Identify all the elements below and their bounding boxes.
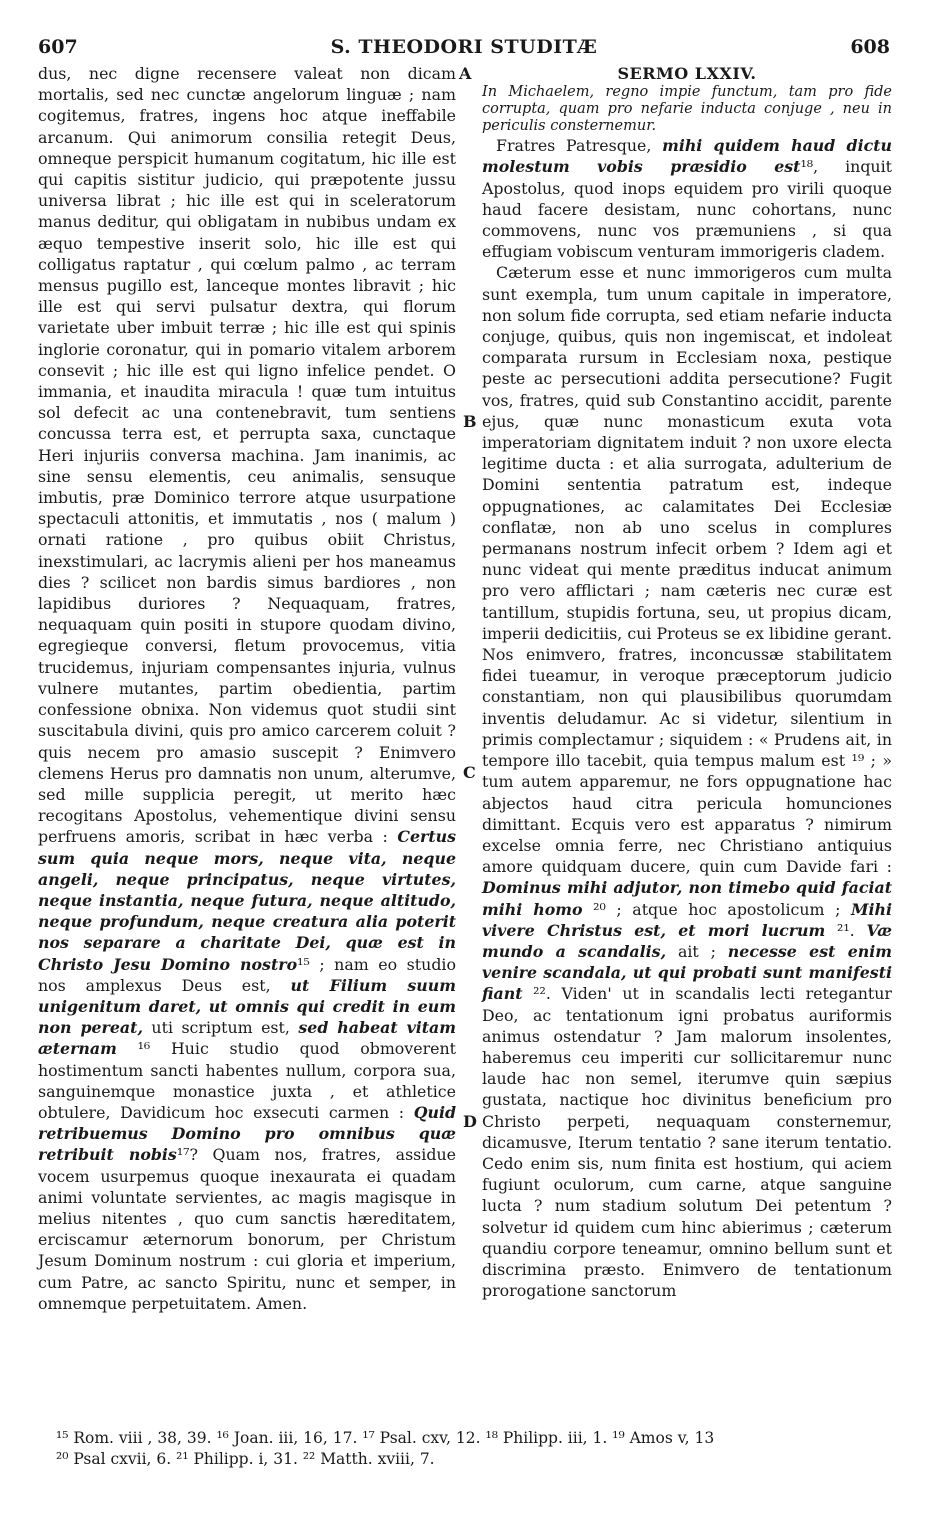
page-number-right: 608 (850, 36, 890, 58)
quote-psalm-117: Dominus mihi adjutor, non timebo quid faciat mihi homo (482, 878, 892, 919)
footnote-ref-21: ²¹. (837, 920, 855, 940)
left-text-4: Huic studio quod obmoverent hostimentum sancti habentes nullum, corpora sua, sanguinemque monastice juxta , et athletice obtulere, Davidicum hoc exsecuti carmen : (38, 1039, 457, 1122)
p1-text-c: ¹⁸, inquit Apostolus, quod inops equidem pro virili quoque haud facere desistam, nunc cohortans, nunc commovens, nunc vos præmuniens , si qua effugiam vobiscum venturam immorigeris cladem. (482, 157, 893, 262)
footnote-line-2: ²⁰ Psal cxvii, 6. ²¹ Philipp. i, 31. ²² Matth. xviii, 7. (56, 1450, 435, 1468)
quote-romans: Certus sum quia neque mors, neque vita, neque angeli, neque principatus, neque virtutes, neque instantia, neque futura, neque altitudo, neque profundum, neque creatura alia poterit nos separare a charitate Dei, quæ est in Christo Jesu Domino nostro (38, 827, 456, 974)
footnote-ref-16: ¹⁶ (137, 1039, 151, 1059)
left-text-3: uti scriptum est, (151, 1018, 290, 1038)
page-number-left: 607 (38, 36, 78, 58)
left-column (38, 63, 456, 1314)
left-text-2: ¹⁵ ; nam eo studio nos amplexus Deus est, (38, 954, 456, 995)
left-text-5: ¹⁷? Quam nos, fratres, assidue vocem usurpemus quoque inexaurata ei quadam animi voluntate servientes, ac magis magisque in melius nitentes , quo cum sanctis hæreditatem, erciscamur æternorum bonorum, per Christum Jesum Dominum nostrum : cui gloria et imperium, cum Patre, ac sancto Spiritu, nunc et semper, in omnemque perpetuitatem. Amen. (38, 1145, 456, 1313)
left-paragraph (38, 63, 456, 1314)
right-column (482, 63, 892, 1301)
margin-letter-a: A (459, 64, 472, 83)
margin-letter-d: D (463, 1112, 477, 1131)
quote-john-2: sed habeat vitam æternam (38, 1018, 457, 1059)
footnotes (56, 1428, 896, 1470)
right-paragraph-1 (482, 135, 892, 262)
quote-psalm: Quid retribuemus Domino pro omnibus quæ retribuit nobis (38, 1102, 456, 1165)
p2-text-a: Cæterum esse et nunc immorigeros cum multa sunt exempla, tum unum capitale in imperatore, non solum fide corrupta, sed etiam nefarie inducta conjuge, quibus, quis non ingemiscat, et indoleat comparata rursum in Ecclesiam noxa, pestique peste ac persecutioni addita persecutione? Fugit vos, fratres, quid sub Constantino accidit, parente ejus, quæ nunc monasticum exuta vota imperatoriam dignitatem induit ? non uxore electa legitime ducta : et alia surrogata, adulterium de Domini sententia patratum est, indeque oppugnationes, ac calamitates Dei Ecclesiæ conflatæ, non ab uno scelus in complures permanans nostrum infecit orbem ? Idem agi et nunc videat qui mente præditus inducat animum pro vero afflictari ; nam cæteris nec curæ est tantillum, stupidis fortuna, seu, ut propius dicam, imperii dedicitiis, cui Proteus se ex libidine gerant. Nos enimvero, fratres, inconcussæ stabilitatem fidei tueamur, in veroque præceptorum judicio constantiam, non qui plausibilibus quorumdam inventis deludamur. Ac si videtur, silentium in primis complectamur ; siquidem : « Prudens ait, in tempore illo tacebit, quia tempus malum est ¹⁹ ; » tum autem apparemur, ne fors oppugnatione hac abjectos haud citra pericula homunciones dimittant. Ecquis vero est apparatus ? nimirum excelse omnia ferre, nec Christiano antiquius amore quidquam ducere, quin cum Davide fari : (482, 263, 892, 877)
footnote-line-1: ¹⁵ Rom. viii , 38, 39. ¹⁶ Joan. iii, 16, 17. ¹⁷ Psal. cxv, 12. ¹⁸ Philipp. iii, 1. ¹⁹ Amos v, 13 (56, 1429, 715, 1447)
p1-text-a: Fratres Patresque, (496, 136, 652, 156)
quote-matthew-2: necesse est enim venire scandala, ut qui probati sunt manifesti fiant (482, 941, 892, 1004)
p2-text-c: ²⁰ ; atque hoc apostolicum ; (593, 899, 841, 919)
quote-philippians: mihi quidem haud dictu molestum vobis præsidio est (482, 136, 892, 177)
sermon-subtitle: In Michaelem, regno impie functum, tam pro fide corrupta, quam pro nefarie inducta conjuge , neu in periculis consternemur. (482, 84, 892, 135)
sermon-title: SERMO LXXIV. (617, 64, 757, 83)
p2-text-g: ait ; (677, 941, 716, 961)
left-text-1: dus, nec digne recensere valeat non dicam mortalis, sed nec cunctæ angelorum linguæ ; nam cogitemus, fratres, ingens hoc atque ineffabile arcanum. Qui animorum consilia retegit Deus, omneque perspicit humanum cogitatum, hic ille est qui capitis sistitur judicio, qui præpotente jussu universa librat ; hic ille est qui in sceleratorum manus deditur, qui obligatam in nubibus undam ex æquo tempestive inserit solo, hic ille est qui colligatus raptatur , qui cœlum palmo , ac terram mensus pugillo est, lanceque montes libravit ; hic ille est qui servi pulsatur dextra, qui florum varietate uber imbuit terræ ; hic ille est qui spinis inglorie coronatur, qui in pomario vitalem arborem consevit ; hic ille est qui ligno infelice pendet. O immania, et inaudita miracula ! quæ tum intuitus sol defecit ac una contenebravit, tum sentiens concussa terra est, et perrupta saxa, cunctaque Heri injuriis conversa machina. Jam inanimis, ac sine sensu elementis, ceu animalis, sensuque imbutis, præ Dominico terrore atque usurpatione spectaculi attonitis, et immutatis , nos ( malum ) ornati ratione , pro quibus obiit Christus, inexstimulari, ac lacrymis alieni per hos maneamus dies ? scilicet non bardis simus bardiores , non lapidibus duriores ? Nequaquam, fratres, nequaquam quin positi in stupore quodam divino, egregieque conversi, fletum provocemus, vitia trucidemus, injuriam compensantes injuria, vulnus vulnere mutantes, partim obedientia, partim confessione obnixa. Non videmus quot studii sint suscitabula divini, quis pro amico carcerem coluit ? quis necem pro amasio suscepit ? Enimvero clemens Herus pro damnatis non unum, alterumve, sed mille supplicia peregit, ut merito hæc recogitans Apostolus, vehementique divini sensu perfruens amoris, scribat in hæc verba : (38, 64, 456, 847)
quote-matthew: Væ mundo a scandalis, (482, 920, 892, 961)
quote-john: ut Filium suum unigenitum daret, ut omnis qui credit in eum non pereat, (38, 975, 456, 1038)
p2-text-i: ²². Viden' ut in scandalis lecti retegantur Deo, ac tentationum igni probatus auriformis animus ostendatur ? Jam malorum insolentes, haberemus ceu imperiti cur sollicitaremur nunc laude hac non semel, iterumve quin sæpius gustata, nactique hoc divinitus beneficium pro Christo perpeti, nequaquam consternemur, dicamusve, Iterum tentatio ? sane iterum tentatio. Cedo enim sis, num finita est hostium, qui aciem fugiunt oculorum, cum carne, atque sanguine lucta ? num stadium solutum Dei petentum ? solvetur id quidem cum hinc abierimus ; cæterum quandiu corpore teneamur, omnino bellum sunt et discrimina præsto. Enimvero de tentationum prorogatione sanctorum (482, 984, 892, 1301)
margin-letter-b: B (463, 412, 477, 431)
running-head (38, 36, 890, 62)
right-paragraph-2 (482, 262, 892, 1301)
quote-philippians-2: Mihi vivere Christus est, et mori lucrum (482, 899, 892, 940)
running-title: S. THEODORI STUDITÆ (330, 36, 598, 58)
margin-letter-c: C (463, 763, 476, 782)
